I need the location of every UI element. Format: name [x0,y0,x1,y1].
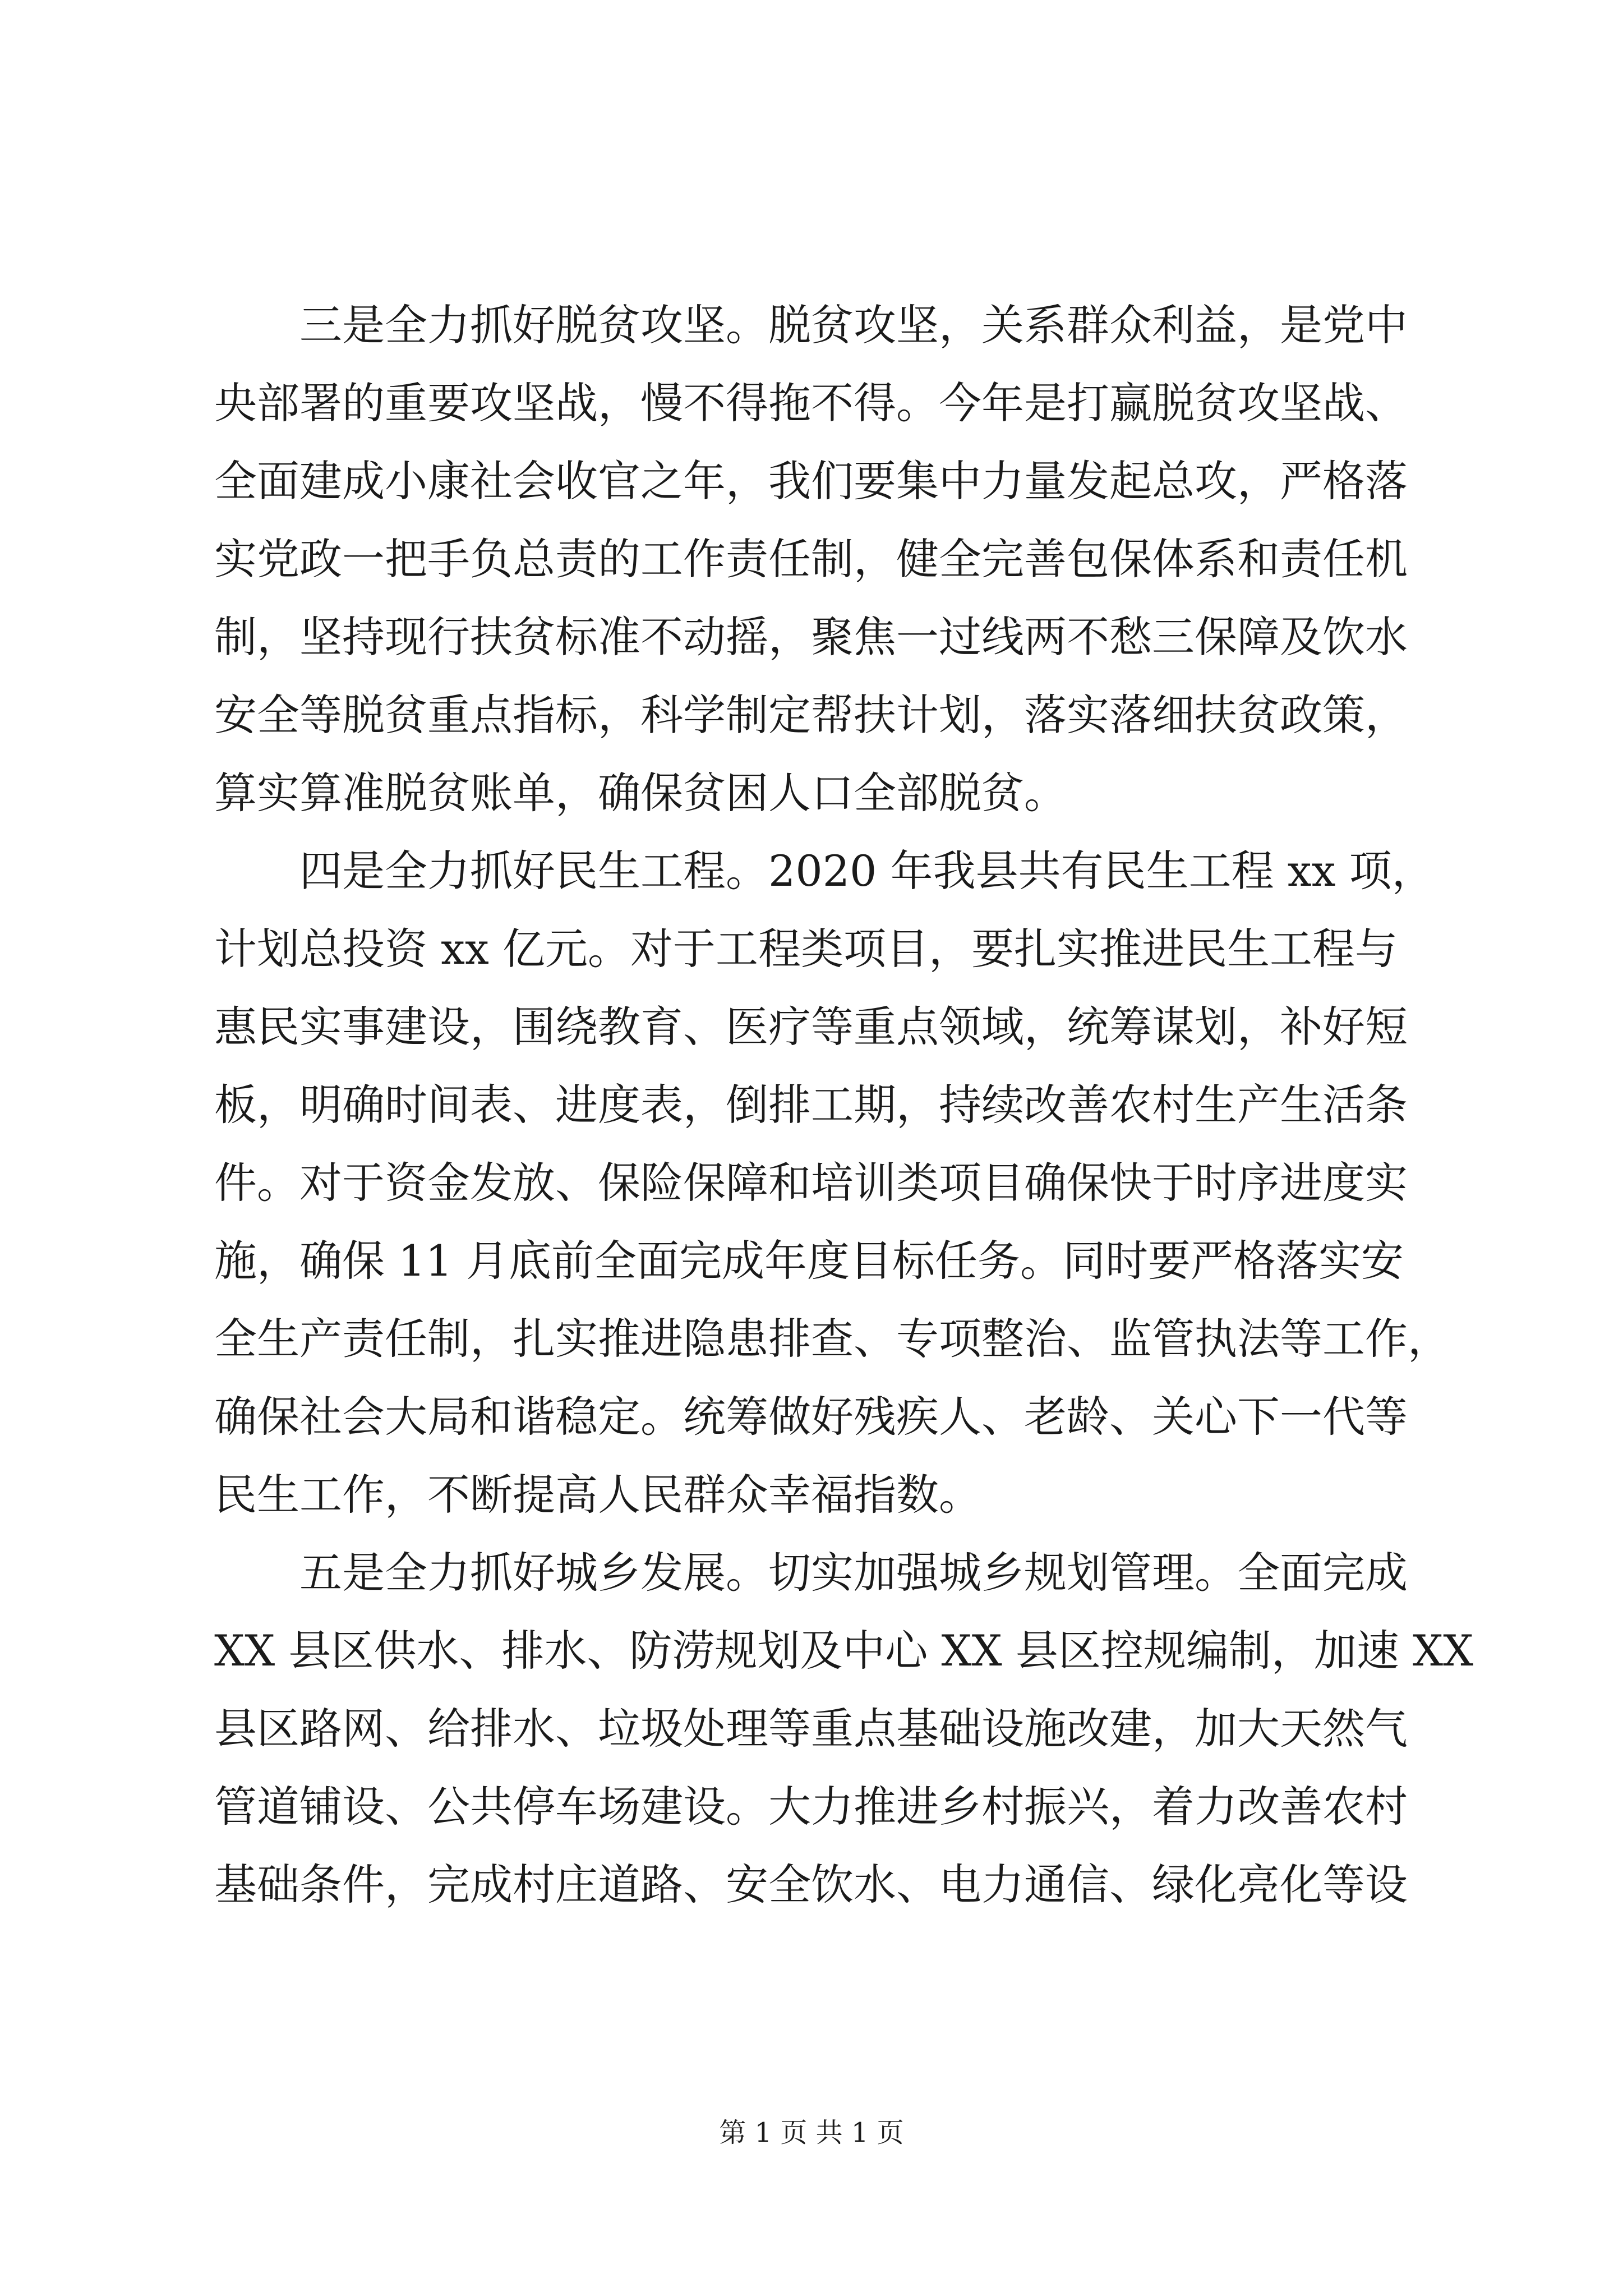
paragraph-4-line-3: 惠民实事建设，围绕教育、医疗等重点领域，统筹谋划，补好短 [214,1002,1408,1052]
paragraph-4-line-4: 板，明确时间表、进度表，倒排工期，持续改善农村生产生活条 [214,1080,1408,1130]
paragraph-4-line-5: 件。对于资金发放、保险保障和培训类项目确保快于时序进度实 [214,1158,1408,1208]
paragraph-3-line-3: 全面建成小康社会收官之年，我们要集中力量发起总攻，严格落 [214,456,1408,506]
paragraph-3-line-6: 安全等脱贫重点指标，科学制定帮扶计划，落实落细扶贫政策， [214,690,1408,740]
paragraph-3-line-5: 制，坚持现行扶贫标准不动摇，聚焦一过线两不愁三保障及饮水 [214,612,1408,662]
paragraph-5-line-2: XX 县区供水、排水、防涝规划及中心 XX 县区控规编制，加速 XX [214,1626,1474,1676]
paragraph-4-line-8: 确保社会大局和谐稳定。统筹做好残疾人、老龄、关心下一代等 [214,1392,1408,1442]
paragraph-5-line-3: 县区路网、给排水、垃圾处理等重点基础设施改建，加大天然气 [214,1704,1408,1754]
paragraph-3-line-7: 算实算准脱贫账单，确保贫困人口全部脱贫。 [214,768,1067,818]
paragraph-5-line-5: 基础条件，完成村庄道路、安全饮水、电力通信、绿化亮化等设 [214,1860,1408,1910]
paragraph-3-line-1: 三是全力抓好脱贫攻坚。脱贫攻坚，关系群众利益，是党中 [299,300,1408,350]
paragraph-4-line-2: 计划总投资 xx 亿元。对于工程类项目，要扎实推进民生工程与 [214,924,1398,974]
paragraph-5-line-1: 五是全力抓好城乡发展。切实加强城乡规划管理。全面完成 [299,1548,1408,1598]
paragraph-4-line-1: 四是全力抓好民生工程。2020 年我县共有民生工程 xx 项， [299,846,1435,896]
paragraph-5-line-4: 管道铺设、公共停车场建设。大力推进乡村振兴，着力改善农村 [214,1782,1408,1832]
paragraph-4-line-7: 全生产责任制，扎实推进隐患排查、专项整治、监管执法等工作， [214,1314,1450,1364]
paragraph-3-line-4: 实党政一把手负总责的工作责任制，健全完善包保体系和责任机 [214,534,1408,584]
page-footer: 第 1 页 共 1 页 [719,2117,904,2148]
paragraph-3-line-2: 央部署的重要攻坚战，慢不得拖不得。今年是打赢脱贫攻坚战、 [214,378,1408,428]
paragraph-4-line-9: 民生工作，不断提高人民群众幸福指数。 [214,1470,981,1520]
paragraph-4-line-6: 施，确保 11 月底前全面完成年度目标任务。同时要严格落实安 [214,1236,1404,1286]
